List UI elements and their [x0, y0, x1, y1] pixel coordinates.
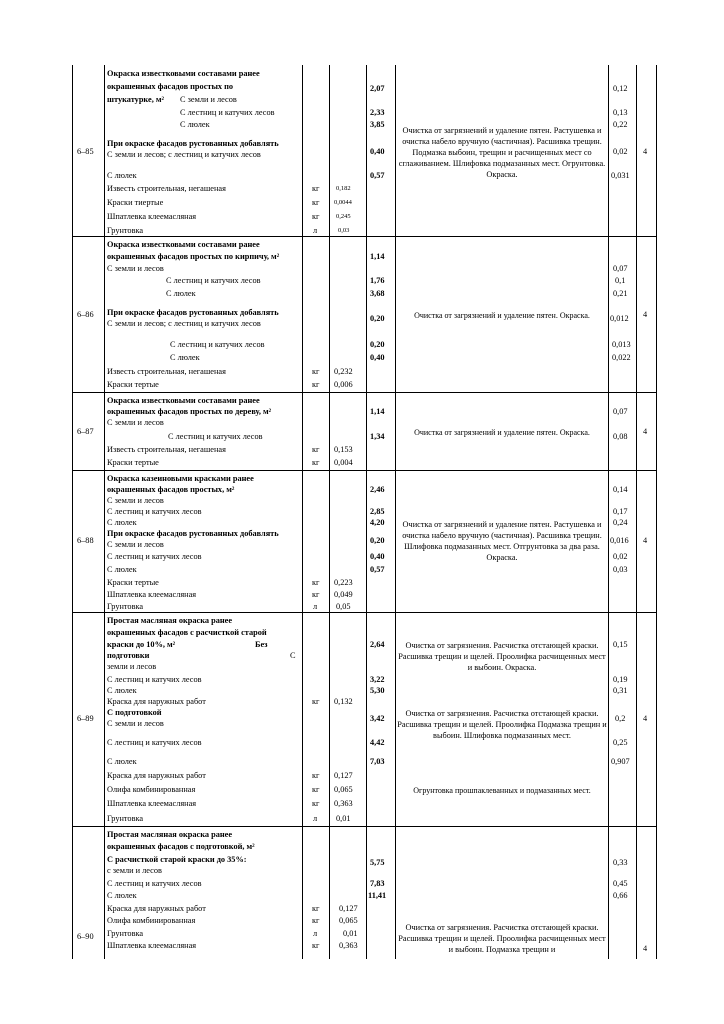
fuel-norm: 0,022: [612, 353, 631, 362]
work-variant: С лестниц и катучих лесов: [166, 276, 261, 285]
labor-norm: 7,03: [370, 757, 385, 766]
labor-norm: 1,76: [370, 276, 385, 285]
material-qty: 0,004: [334, 458, 353, 467]
material-qty: 0,132: [334, 697, 353, 706]
material-unit: кг: [312, 771, 320, 780]
work-variant: С земли и лесов: [107, 418, 164, 427]
material-unit: кг: [312, 785, 320, 794]
row-separator: [72, 392, 657, 393]
work-variant: С лестниц и катучих лесов: [170, 340, 265, 349]
work-description: Очистка от загрязнений и удаление пятен. Окраска.: [414, 311, 590, 320]
fuel-norm: 0,33: [613, 858, 628, 867]
row-code: 6–89: [77, 714, 94, 723]
labor-norm: 3,22: [370, 675, 385, 684]
work-variant: С люлек: [107, 757, 137, 766]
crew-count: 4: [643, 944, 648, 953]
material-name: Известь строительная, негашеная: [107, 445, 226, 454]
fuel-norm: 0,2: [615, 714, 626, 723]
material-qty: 0,363: [339, 941, 358, 950]
column-divider-desc: [395, 65, 396, 959]
fuel-norm: 0,45: [613, 879, 628, 888]
material-qty: 0,127: [334, 771, 353, 780]
labor-norm: 2,64: [370, 640, 385, 649]
work-description: Очистка от загрязнения. Расчистка отстающей краски. Расшивка трещин и щелей. Проолифка расчищенных мест и выбоин. Подмазка трещин и: [398, 923, 606, 954]
material-qty: 0,182: [336, 185, 351, 192]
fuel-norm: 0,31: [613, 686, 628, 695]
material-name: Олифа комбинированная: [107, 916, 196, 925]
labor-norm: 0,40: [370, 147, 385, 156]
work-variant: С лестниц и катучих лесов: [168, 432, 263, 441]
fuel-norm: 0,25: [613, 738, 628, 747]
work-variant: С лестниц и катучих лесов: [180, 108, 275, 117]
work-description: Очистка от загрязнения. Расчистка отстающей краски. Расшивка трещин и щелей. Проолифка Подмазка трещин и выбоин. Шлифовка подмазанных мест.: [397, 709, 607, 740]
material-name: Грунтовка: [107, 602, 144, 611]
material-name: Известь строительная, негашеная: [107, 184, 226, 193]
material-qty: 0,05: [336, 602, 351, 611]
material-qty: 0,065: [339, 916, 358, 925]
labor-norm: 2,33: [370, 108, 385, 117]
work-variant: С земли и лесов: [107, 540, 164, 549]
fuel-norm: 0,14: [613, 485, 628, 494]
fuel-norm: 0,19: [613, 675, 628, 684]
rust-title: При окраске фасадов рустованных добавлять: [107, 139, 279, 148]
labor-norm: 3,42: [370, 714, 385, 723]
row-code: 6–88: [77, 536, 94, 545]
work-title-line: Окраска известковыми составами ранее: [107, 240, 260, 249]
material-unit: кг: [312, 458, 320, 467]
fuel-norm: 0,012: [610, 314, 629, 323]
labor-norm: 11,41: [368, 891, 387, 900]
labor-norm: 0,57: [370, 565, 385, 574]
material-unit: кг: [312, 799, 320, 808]
labor-norm: 1,14: [370, 407, 385, 416]
work-description: Очистка от загрязнений и удаление пятен. Растушевка и очистка набело вручную (частичная). Расшивка трещин. Подмазка выбоин, трещин и расчищенных мест со сглаживанием. Шлифовка подмазанных мест. Огрунтовка. Окраска.: [398, 126, 606, 179]
crew-count: 4: [643, 536, 648, 545]
material-name: Грунтовка: [107, 226, 144, 235]
fuel-norm: 0,24: [613, 518, 628, 527]
work-title-line: Простая масляная окраска ранее: [107, 830, 233, 839]
labor-norm: 2,85: [370, 507, 385, 516]
labor-norm: 3,85: [370, 120, 385, 129]
work-variant: с земли и лесов: [107, 866, 162, 875]
work-title-line: окрашенных фасадов простых по: [107, 82, 234, 91]
fuel-norm: 0,031: [611, 171, 630, 180]
work-variant: С: [290, 651, 296, 660]
table-border-right: [656, 65, 657, 959]
material-name: Краски тертые: [107, 380, 159, 389]
material-name: Краски тертые: [107, 578, 159, 587]
work-title-line: окрашенных фасадов простых по дереву, м²: [107, 407, 272, 416]
material-qty: 0,0044: [334, 199, 352, 206]
material-unit: кг: [312, 941, 320, 950]
row-separator: [72, 826, 657, 827]
work-title-line: Окраска известковыми составами ранее: [107, 69, 260, 78]
work-title-line: окрашенных фасадов простых, м²: [107, 485, 235, 494]
material-qty: 0,065: [334, 785, 353, 794]
material-name: Краска для наружных работ: [107, 771, 206, 780]
fuel-norm: 0,08: [613, 432, 628, 441]
work-variant: С земли и лесов: [107, 264, 164, 273]
work-variant: С лестниц и катучих лесов: [107, 507, 202, 516]
labor-norm: 0,20: [370, 314, 385, 323]
material-qty: 0,006: [334, 380, 353, 389]
work-variant: С люлек: [107, 686, 137, 695]
crew-count: 4: [643, 147, 648, 156]
labor-norm: 4,42: [370, 738, 385, 747]
material-name: Известь строительная, негашеная: [107, 367, 226, 376]
material-unit: кг: [312, 916, 320, 925]
material-unit: кг: [312, 184, 320, 193]
labor-norm: 0,20: [370, 536, 385, 545]
fuel-norm: 0,1: [615, 276, 626, 285]
labor-norm: 0,40: [370, 353, 385, 362]
row-separator: [72, 612, 657, 613]
material-unit: кг: [312, 445, 320, 454]
work-title-line: окрашенных фасадов с подготовкой, м²: [107, 842, 255, 851]
material-qty: 0,049: [334, 590, 353, 599]
labor-norm: 1,14: [370, 252, 385, 261]
fuel-norm: 0,03: [613, 565, 628, 574]
column-divider-fuel: [608, 65, 609, 959]
work-variant: С лестниц и катучих лесов: [107, 879, 202, 888]
fuel-norm: 0,016: [610, 536, 629, 545]
fuel-norm: 0,22: [613, 120, 628, 129]
work-variant: С земли и лесов; с лестниц и катучих лесов: [107, 319, 261, 328]
work-variant: С люлек: [180, 120, 210, 129]
work-variant: С люлек: [107, 891, 137, 900]
crew-count: 4: [643, 714, 648, 723]
column-divider-qty: [329, 65, 330, 959]
prep-title: С подготовкой: [107, 708, 162, 717]
labor-norm: 0,20: [370, 340, 385, 349]
work-description: Очистка от загрязнений и удаление пятен. Окраска.: [414, 428, 590, 437]
material-qty: 0,363: [334, 799, 353, 808]
work-title-line: краски до 10%, м²: [107, 640, 176, 649]
row-code: 6–90: [77, 932, 94, 941]
table-border-left: [72, 65, 73, 959]
material-name: Краска для наружных работ: [107, 697, 206, 706]
work-title-line: окрашенных фасадов с расчисткой старой: [107, 628, 267, 637]
labor-norm: 3,68: [370, 289, 385, 298]
material-unit: кг: [312, 380, 320, 389]
fuel-norm: 0,12: [613, 84, 628, 93]
labor-norm: 2,07: [370, 84, 385, 93]
work-title-line: окрашенных фасадов простых по кирпичу, м²: [107, 252, 280, 261]
work-variant: С земли и лесов: [180, 95, 237, 104]
column-divider-crew: [636, 65, 637, 959]
material-qty: 0,01: [336, 814, 351, 823]
material-unit: л: [313, 929, 318, 938]
fuel-norm: 0,21: [613, 289, 628, 298]
work-title-line: Окраска казеиновыми красками ранее: [107, 474, 254, 483]
material-qty: 0,223: [334, 578, 353, 587]
material-unit: кг: [312, 904, 320, 913]
labor-norm: 2,46: [370, 485, 385, 494]
material-unit: кг: [312, 367, 320, 376]
labor-norm: 7,83: [370, 879, 385, 888]
labor-norm: 0,40: [370, 552, 385, 561]
material-qty: 0,153: [334, 445, 353, 454]
fuel-norm: 0,02: [613, 147, 628, 156]
work-title-line: Окраска известковыми составами ранее: [107, 396, 260, 405]
work-variant: С лестниц и катучих лесов: [107, 675, 202, 684]
row-separator: [72, 470, 657, 471]
labor-norm: 5,30: [370, 686, 385, 695]
rust-title: При окраске фасадов рустованных добавлять: [107, 308, 279, 317]
labor-norm: 5,75: [370, 858, 385, 867]
fuel-norm: 0,02: [613, 552, 628, 561]
labor-norm: 0,57: [370, 171, 385, 180]
work-variant: С лестниц и катучих лесов: [107, 738, 202, 747]
material-name: Олифа комбинированная: [107, 785, 196, 794]
material-name: Шпатлевка клеемасляная: [107, 941, 197, 950]
row-code: 6–87: [77, 427, 94, 436]
work-variant: С люлек: [170, 353, 200, 362]
material-name: Краски тиертые: [107, 198, 164, 207]
column-divider-norm: [366, 65, 367, 959]
material-unit: л: [313, 814, 318, 823]
material-qty: 0,232: [334, 367, 353, 376]
material-name: Грунтовка: [107, 814, 144, 823]
work-title-line: Простая масляная окраска ранее: [107, 616, 233, 625]
crew-count: 4: [643, 310, 648, 319]
material-unit: л: [313, 602, 318, 611]
crew-count: 4: [643, 427, 648, 436]
labor-norm: 4,20: [370, 518, 385, 527]
fuel-norm: 0,17: [613, 507, 628, 516]
rust-title: При окраске фасадов рустованных добавлять: [107, 529, 279, 538]
row-separator: [72, 236, 657, 237]
work-variant: С земли и лесов: [107, 719, 164, 728]
material-name: Грунтовка: [107, 929, 144, 938]
material-name: Краски тертые: [107, 458, 159, 467]
column-divider-code: [104, 65, 105, 959]
fuel-norm: 0,13: [613, 108, 628, 117]
fuel-norm: 0,66: [613, 891, 628, 900]
work-description: Огрунтовка прошпаклеванных и подмазанных мест.: [413, 786, 591, 795]
fuel-norm: 0,07: [613, 407, 628, 416]
fuel-norm: 0,15: [613, 640, 628, 649]
material-unit: кг: [312, 212, 320, 221]
row-code: 6–86: [77, 310, 94, 319]
material-unit: л: [313, 226, 318, 235]
material-unit: кг: [312, 590, 320, 599]
material-name: Краска для наружных работ: [107, 904, 206, 913]
work-variant: С земли и лесов; с лестниц и катучих лесов: [107, 150, 261, 159]
work-title-line: подготовки: [107, 651, 150, 660]
row-code: 6–85: [77, 147, 94, 156]
work-title-line: Без: [255, 640, 268, 649]
material-qty: 0,01: [343, 929, 358, 938]
work-description: Очистка от загрязнений и удаление пятен. Растушевка и очистка набело вручную (частичная). Расшивка трещин. Шлифовка подмазанных мест. Отгрунтовка за два раза. Окраска.: [402, 520, 602, 562]
fuel-norm: 0,07: [613, 264, 628, 273]
work-variant: С земли и лесов: [107, 496, 164, 505]
work-description: Очистка от загрязнения. Расчистка отстающей краски. Расшивка трещин и щелей. Проолифка расчищенных мест и выбоин. Окраска.: [398, 641, 606, 672]
labor-norm: 1,34: [370, 432, 385, 441]
material-name: Шпатлевка клеемасляная: [107, 212, 197, 221]
column-divider-unit: [302, 65, 303, 959]
material-unit: кг: [312, 198, 320, 207]
work-variant: С люлек: [107, 565, 137, 574]
material-qty: 0,03: [338, 227, 350, 234]
work-variant: С люлек: [107, 171, 137, 180]
material-name: Шпатлевка клеемасляная: [107, 590, 197, 599]
fuel-norm: 0,013: [612, 340, 631, 349]
work-variant: С лестниц и катучих лесов: [107, 552, 202, 561]
work-variant: С люлек: [107, 518, 137, 527]
fuel-norm: 0,907: [611, 757, 630, 766]
material-unit: кг: [312, 697, 320, 706]
material-qty: 0,127: [339, 904, 358, 913]
material-unit: кг: [312, 578, 320, 587]
material-name: Шпатлевка клеемасляная: [107, 799, 197, 808]
work-variant: С люлек: [166, 289, 196, 298]
work-title-line: С расчисткой старой краски до 35%:: [107, 855, 247, 864]
work-title-line: штукатурке, м²: [107, 95, 164, 104]
work-variant: земли и лесов: [107, 662, 157, 671]
material-qty: 0,245: [336, 213, 351, 220]
